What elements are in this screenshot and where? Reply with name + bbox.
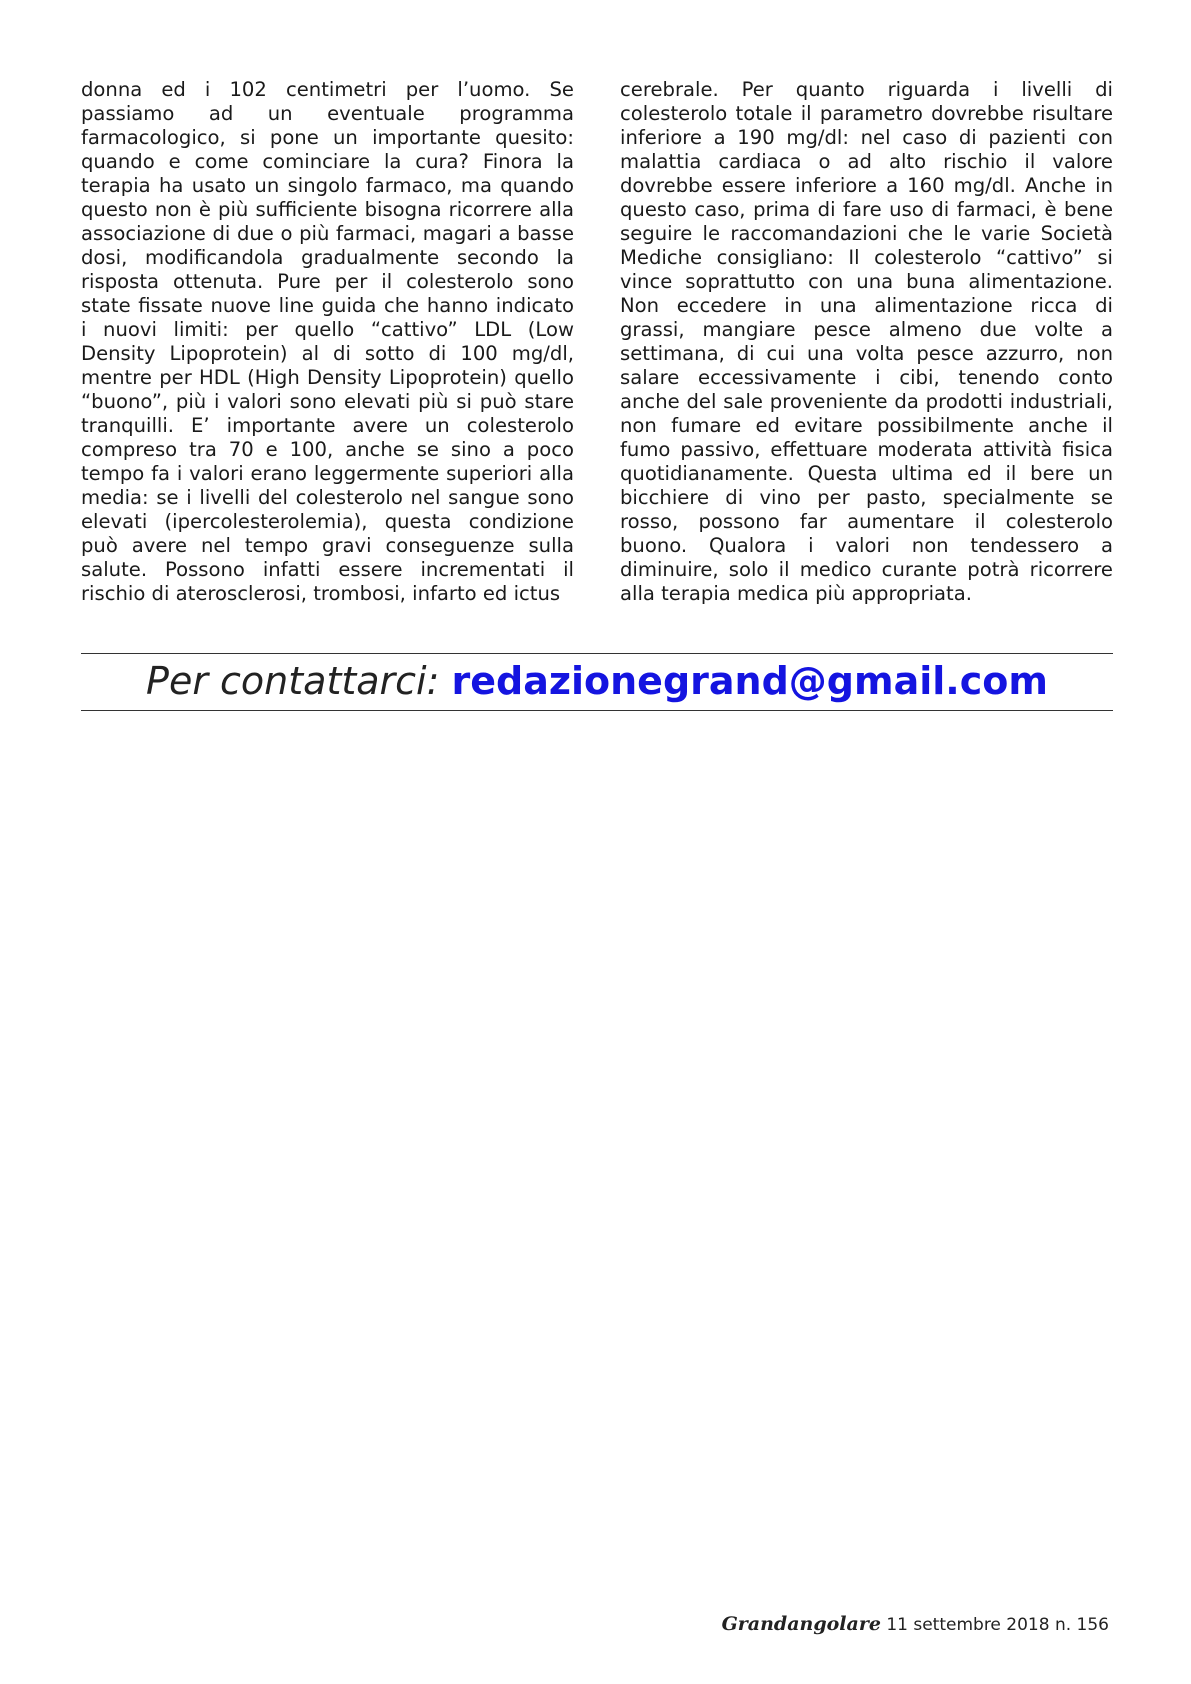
article-column-right [620,78,1113,606]
contact-email-link[interactable]: redazionegrand@gmail.com [451,659,1048,703]
issue-info: 11 settembre 2018 n. 156 [886,1615,1109,1635]
publication-title: Grandangolare [721,1613,881,1635]
article-column-left [81,78,574,606]
contact-divider-bottom [81,710,1113,711]
article-paragraph: donna ed i 102 centimetri per l’uomo. Se passiamo ad un eventuale programma farmacologico, si pone un importante quesito: quando e come cominciare la cura? Finora la terapia ha usato un singolo farmaco, ma quando questo non è più sufficiente bisogna ricorrere alla associazione di due o più farmaci, magari a basse dosi, modificandola gradualmente secondo la risposta ottenuta. Pure per il colesterolo sono state fissate nuove line guida che hanno indicato i nuovi limiti: per quello “cattivo” LDL (Low Density Lipoprotein) al di sotto di 100 mg/dl, mentre per HDL (High Density Lipoprotein) quello “buono”, più i valori sono elevati più si può stare tranquilli. E’ importante avere un colesterolo compreso tra 70 e 100, anche se sino a poco tempo fa i valori erano leggermente superiori alla media: se i livelli del colesterolo nel sangue sono elevati (ipercolesterolemia), questa condizione può avere nel tempo gravi conseguenze sulla salute. Possono infatti essere incrementati il rischio di aterosclerosi, trombosi, infarto ed ictus [81,78,574,605]
contact-banner [81,652,1113,710]
contact-label: Per contattarci: [146,659,440,703]
article-paragraph: cerebrale. Per quanto riguarda i livelli di colesterolo totale il parametro dovrebbe risultare inferiore a 190 mg/dl: nel caso di pazienti con malattia cardiaca o ad alto rischio il valore dovrebbe essere inferiore a 160 mg/dl. Anche in questo caso, prima di fare uso di farmaci, è bene seguire le raccomandazioni che le varie Società Mediche consigliano: Il colesterolo “cattivo” si vince soprattutto con una buna alimentazione. Non eccedere in una alimentazione ricca di grassi, mangiare pesce almeno due volte a settimana, di cui una volta pesce azzurro, non salare eccessivamente i cibi, tenendo conto anche del sale proveniente da prodotti industriali, non fumare ed evitare possibilmente anche il fumo passivo, effettuare moderata attività fisica quotidianamente. Questa ultima ed il bere un bicchiere di vino per pasto, specialmente se rosso, possono far aumentare il colesterolo buono. Qualora i valori non tendessero a diminuire, solo il medico curante potrà ricorrere alla terapia medica più appropriata. [620,78,1113,605]
page-footer [722,1612,1109,1637]
